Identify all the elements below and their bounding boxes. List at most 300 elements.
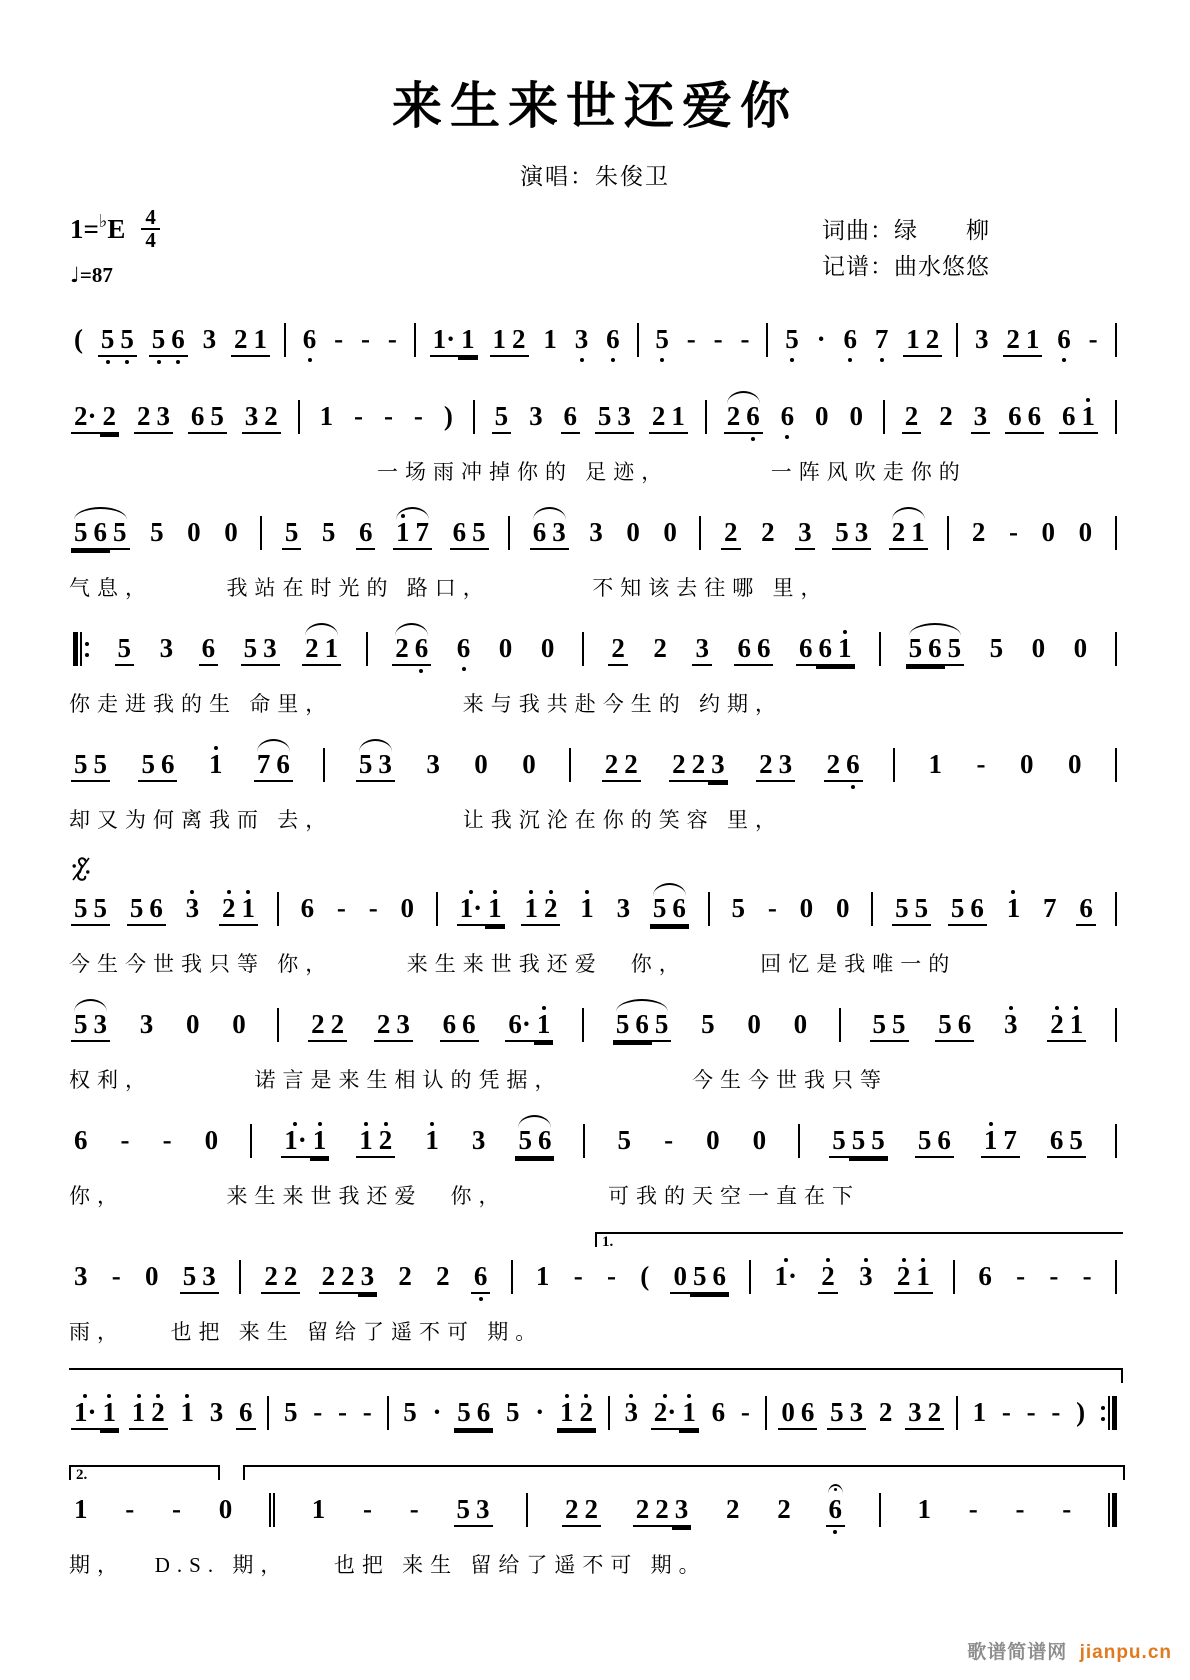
lyrics-line: 气息， 我站在时光的 路口， 不知该去往哪 里， — [69, 576, 829, 600]
note-group: 5 6 — [935, 1000, 974, 1055]
note-group: 2 2 — [562, 1485, 601, 1540]
octave-dot-low — [611, 358, 615, 362]
notation-symbol: - — [361, 324, 370, 354]
notation-symbol: · — [535, 1397, 545, 1427]
note-group: 1 — [917, 1494, 931, 1524]
note-group: 6 6 — [1005, 392, 1044, 447]
key-prefix: 1= — [70, 213, 99, 244]
note-group: 2 1 — [649, 392, 688, 447]
barline — [955, 323, 959, 357]
barline — [878, 1493, 882, 1527]
volta-bracket — [69, 1368, 1123, 1383]
barline — [1114, 632, 1118, 666]
music-line-7 — [69, 1000, 1121, 1094]
notation-symbol: - — [1016, 1261, 1026, 1291]
note-group: 5 — [403, 1397, 417, 1427]
note-group: 0 — [752, 1125, 767, 1155]
octave-dot-low — [419, 669, 423, 673]
note-group: 0 — [522, 749, 536, 779]
octave-dot-low — [125, 360, 129, 364]
notation-symbol: - — [1026, 1397, 1036, 1427]
note-group: 1 — [577, 884, 597, 937]
credits — [822, 213, 990, 285]
note-group: 6 — [199, 624, 219, 679]
note-group: 3 — [616, 893, 631, 923]
notation-symbol: - — [1082, 1261, 1092, 1291]
note-group: 5 6 5 — [906, 624, 965, 679]
notation-symbol: ) — [443, 401, 453, 431]
notation-symbol: - — [1049, 1261, 1059, 1291]
note-group: 0 — [232, 1009, 246, 1039]
note-group: 0 5 6 — [670, 1252, 729, 1307]
note-group: 5 — [652, 315, 672, 368]
octave-dot-low — [751, 437, 755, 441]
barline — [72, 632, 91, 666]
barline — [797, 1124, 801, 1158]
barline — [581, 632, 585, 666]
note-group: 0 — [400, 893, 414, 923]
barline — [892, 748, 896, 782]
notation-symbol: - — [383, 401, 393, 431]
note-group: 0 — [663, 517, 677, 547]
barline — [952, 1260, 956, 1294]
note-group: 3 — [202, 324, 217, 354]
lyrics-line: 你， 来生来世我还爱 你， 可我的天空一直在下 — [69, 1184, 860, 1208]
note-group: 2 6 — [824, 740, 863, 795]
note-group: 3 — [471, 1125, 486, 1155]
notation-symbol: - — [968, 1494, 978, 1524]
notation-row — [69, 1388, 1121, 1443]
note-group: 5 — [321, 517, 336, 547]
notation-row — [69, 1252, 1121, 1307]
barline — [238, 1260, 242, 1294]
note-group: 5 3 — [832, 508, 871, 563]
notation-symbol: - — [686, 324, 696, 354]
note-group: 5 — [701, 1009, 715, 1039]
note-group: 1 2 — [129, 1388, 168, 1443]
volta-label: 2. — [76, 1467, 88, 1483]
note-group: 2 1 — [219, 884, 258, 939]
note-group: 0 — [799, 893, 814, 923]
note-group: 3 — [692, 624, 712, 679]
note-group: 2 6 — [392, 624, 431, 679]
barline — [946, 516, 950, 550]
note-group: 5 — [150, 517, 164, 547]
note-group: 2 — [818, 1252, 838, 1307]
octave-dot-low — [106, 360, 110, 364]
notation-symbol: - — [1015, 1494, 1025, 1524]
note-group: 2 1 — [302, 624, 341, 679]
note-group: 6 5 — [1047, 1116, 1086, 1171]
notation-symbol: · — [432, 1397, 442, 1427]
note-group: 6 — [778, 392, 798, 445]
notation-symbol: - — [125, 1494, 135, 1524]
note-group: 5 6 — [650, 884, 689, 939]
octave-dot-low — [851, 785, 855, 789]
notation-symbol: - — [387, 324, 397, 354]
note-group: 2 1 — [231, 315, 270, 370]
note-group: 0 — [849, 401, 863, 431]
lyrics-line: 雨， 也把 来生 留给了遥不可 期。 — [69, 1320, 544, 1344]
notation-symbol: - — [1051, 1397, 1061, 1427]
notation-symbol: - — [1062, 1494, 1072, 1524]
note-group: 7 — [1043, 893, 1057, 923]
note-group: 0 — [1031, 633, 1046, 663]
note-group: 5 6 — [138, 740, 177, 795]
note-group: 3 — [1001, 1000, 1021, 1053]
note-group: 5 6 5 — [71, 508, 130, 563]
note-group: 2 2 — [602, 740, 641, 795]
note-group: 5 5 — [71, 884, 110, 939]
barline — [764, 1396, 768, 1430]
music-line-6 — [69, 856, 1121, 978]
note-group: 6 — [300, 893, 315, 923]
note-group: 1 7 — [981, 1116, 1020, 1171]
note-group: 3 — [971, 392, 991, 447]
note-group: 2 — [939, 401, 953, 431]
notation-symbol: · — [816, 324, 826, 354]
notation-symbol: - — [120, 1125, 130, 1155]
notation-row — [69, 315, 1121, 370]
note-group: 0 — [626, 517, 640, 547]
note-group: 2 1 — [889, 508, 928, 563]
note-group: 6 3 — [530, 508, 569, 563]
barline — [1114, 400, 1118, 434]
note-group: 1 7 — [393, 508, 432, 563]
note-group: 0 — [540, 633, 555, 663]
octave-dot-low — [580, 358, 584, 362]
note-group: 0 — [1067, 749, 1082, 779]
barline — [510, 1260, 514, 1294]
note-group: 6 — [561, 392, 581, 447]
note-group: 5 — [731, 893, 746, 923]
note-group: 0 — [1073, 633, 1088, 663]
notation-symbol: - — [976, 749, 986, 779]
barline — [276, 892, 280, 926]
note-group: 1 — [543, 324, 557, 354]
notation-symbol: - — [338, 1397, 348, 1427]
note-group: 0 — [835, 893, 850, 923]
volta-bracket — [243, 1465, 1125, 1480]
barline — [322, 748, 326, 782]
note-group: 2· 1 — [651, 1388, 699, 1443]
notation-symbol: ( — [74, 324, 83, 354]
note-group: 3 — [139, 1009, 154, 1039]
note-group: 3 2 — [905, 1388, 944, 1443]
barline — [1099, 1396, 1118, 1430]
note-group: 2 2 3 — [669, 740, 728, 795]
notation-row — [69, 1116, 1121, 1171]
note-group: 2 2 — [308, 1000, 347, 1055]
note-group: 6 — [978, 1261, 992, 1291]
note-group: 2 — [608, 624, 628, 679]
notation-symbol: - — [740, 1397, 750, 1427]
music-line-4 — [69, 624, 1121, 718]
notation-symbol: - — [767, 893, 777, 923]
note-group: 1 — [311, 1494, 326, 1524]
note-group: 0 — [204, 1125, 219, 1155]
octave-dot-low — [462, 667, 466, 671]
barline — [748, 1260, 752, 1294]
note-group: 1· 1 — [430, 315, 478, 370]
notation-row — [69, 884, 1121, 939]
note-group: 6 — [841, 315, 861, 368]
barline — [698, 516, 702, 550]
note-group: 2 — [436, 1261, 450, 1291]
notation-symbol: - — [664, 1125, 674, 1155]
note-group: 6 — [74, 1125, 88, 1155]
octave-dot-low — [157, 360, 161, 364]
barline — [568, 748, 572, 782]
note-group: 3 — [183, 884, 203, 937]
barline — [472, 400, 476, 434]
barline — [1114, 1260, 1118, 1294]
note-group: 0 — [187, 517, 201, 547]
barline — [386, 1396, 390, 1430]
note-group: 1 — [319, 401, 334, 431]
barline — [1107, 1493, 1118, 1527]
note-group: 3 2 — [242, 392, 281, 447]
note-group: 5 5 — [98, 315, 137, 370]
note-group: 2 — [726, 1494, 740, 1524]
note-group: 0 — [1019, 749, 1034, 779]
note-group: 5 6 5 — [613, 1000, 672, 1055]
note-group: 1 — [422, 1116, 442, 1169]
note-group: 1 2 — [903, 315, 942, 370]
note-group: 1 — [206, 740, 226, 793]
barline — [1114, 323, 1118, 357]
note-group: 2 6 — [724, 392, 763, 447]
note-group: 0 — [815, 401, 829, 431]
notation-symbol: ) — [1076, 1397, 1086, 1427]
note-group: 0 — [218, 1494, 233, 1524]
note-group: 5 5 — [870, 1000, 909, 1055]
tempo-value: =87 — [79, 263, 113, 287]
barline — [507, 516, 511, 550]
note-group: 3 — [572, 315, 592, 368]
note-group: 1 — [178, 1388, 198, 1441]
note-group: 6 6 — [734, 624, 773, 679]
note-group: 6 — [356, 508, 376, 563]
note-group: 3 — [426, 749, 440, 779]
notation-symbol: - — [334, 324, 344, 354]
note-group: 6 — [454, 624, 474, 677]
note-group: 7 — [872, 315, 892, 368]
note-group: 0 — [185, 1009, 200, 1039]
barline — [413, 323, 417, 357]
notation-symbol: - — [172, 1494, 181, 1524]
note-group: 1 2 — [490, 315, 529, 370]
lyrics-line: 权利， 诺言是来生相认的凭据， 今生今世我只等 — [69, 1068, 888, 1092]
note-group: 1 — [928, 749, 943, 779]
note-group: 2· 2 — [71, 392, 119, 447]
note-group: 3 — [795, 508, 815, 563]
note-group: 6 5 — [450, 508, 489, 563]
note-group: 5 6 — [149, 315, 188, 370]
note-group: 1· 1 — [457, 884, 505, 939]
note-group: 2 2 3 — [633, 1485, 692, 1540]
note-group: 3 — [975, 324, 989, 354]
note-group: 0 — [793, 1009, 808, 1039]
note-group: 5 — [782, 315, 802, 368]
repeat-dots-icon — [85, 642, 89, 657]
note-group: 3 — [622, 1388, 642, 1441]
barline — [365, 632, 369, 666]
note-group: 5 3 — [180, 1252, 219, 1307]
octave-dot-low — [833, 1530, 837, 1534]
volta-bracket — [69, 1465, 220, 1483]
music-line-1 — [69, 315, 1121, 370]
music-line-3 — [69, 508, 1121, 602]
volta-label: 1. — [602, 1234, 614, 1250]
score-meta — [70, 207, 1120, 293]
note-group: 5 — [506, 1397, 520, 1427]
note-group: 6 1 — [1059, 392, 1098, 447]
note-group: 6 — [603, 315, 623, 368]
note-group: 0 — [224, 517, 238, 547]
barline — [1114, 1008, 1118, 1042]
lyrics-line: 却又为何离我而 去， 让我沉沦在你的笑容 里， — [69, 808, 783, 832]
note-group: 5 6 — [915, 1116, 954, 1171]
note-group: 5 — [115, 624, 135, 679]
note-group: 5 3 — [356, 740, 395, 795]
octave-dot-low — [880, 358, 884, 362]
repeat-dots-icon — [1101, 1406, 1105, 1421]
note-group: 6 — [471, 1252, 491, 1307]
note-group: 5 5 — [71, 740, 110, 795]
music-line-5 — [69, 740, 1121, 834]
note-group: 2 3 — [134, 392, 173, 447]
segno-icon — [71, 856, 91, 882]
note-group: 6 — [826, 1485, 846, 1540]
site-domain: jianpu.cn — [1079, 1642, 1172, 1663]
note-group: 2 — [653, 633, 667, 663]
note-group: 3 — [589, 517, 603, 547]
note-group: 1 2 — [557, 1388, 596, 1443]
lyrics-line: 你走进我的生 命里， 来与我共赴今生的 约期， — [69, 692, 783, 716]
barline — [1114, 1124, 1118, 1158]
note-group: 5 3 — [241, 624, 280, 679]
barline — [249, 1124, 253, 1158]
barline — [435, 892, 439, 926]
note-group: 2 — [761, 517, 775, 547]
note-group: 5 — [284, 1397, 298, 1427]
note-group: 1 — [1004, 884, 1024, 937]
time-upper: 4 — [141, 207, 160, 230]
note-group: 5 6 — [454, 1388, 493, 1443]
note-group: 2 3 — [374, 1000, 413, 1055]
note-group: 1· 1 — [71, 1388, 119, 1443]
barline — [955, 1396, 959, 1430]
note-group: 1 2 — [356, 1116, 395, 1171]
note-group: 3 — [159, 633, 174, 663]
notation-symbol: - — [1001, 1397, 1011, 1427]
lyrics-line: 期， D.S. 期， 也把 来生 留给了遥不可 期。 — [69, 1553, 707, 1577]
music-line-9 — [69, 1232, 1121, 1346]
note-group: 5 — [989, 633, 1004, 663]
watermark — [967, 1637, 1172, 1664]
notation-symbol: - — [162, 1125, 172, 1155]
note-group: 1 — [74, 1494, 88, 1524]
fermata-icon — [828, 1484, 843, 1494]
barline — [607, 1396, 611, 1430]
note-group: 6 — [236, 1388, 256, 1443]
flat-icon: ♭ — [98, 210, 108, 232]
notation-row — [69, 392, 1121, 447]
music-line-8 — [69, 1116, 1121, 1210]
notation-symbol: - — [409, 1494, 419, 1524]
score — [69, 315, 1121, 1579]
barline — [581, 1008, 585, 1042]
notation-symbol: - — [1008, 517, 1018, 547]
note-group: 6 — [300, 315, 320, 368]
note-group: 3 — [856, 1252, 876, 1305]
note-group: 1 — [972, 1397, 987, 1427]
note-group: 6 — [1054, 315, 1074, 368]
note-group: 5 3 — [454, 1485, 493, 1540]
barline — [704, 400, 708, 434]
credit-transcriber: 记谱：曲水悠悠 — [822, 254, 990, 279]
notation-symbol: - — [111, 1261, 121, 1291]
barline — [765, 323, 769, 357]
note-group: 6 — [711, 1397, 726, 1427]
site-name: 歌谱简谱网 — [967, 1642, 1068, 1663]
notation-symbol: - — [354, 401, 364, 431]
barline — [707, 892, 711, 926]
note-group: 1 — [535, 1261, 550, 1291]
octave-dot-low — [479, 1297, 483, 1301]
note-group: 0 — [706, 1125, 720, 1155]
note-group: 5 6 — [948, 884, 987, 939]
notation-symbol: - — [713, 324, 723, 354]
octave-dot-low — [785, 435, 789, 439]
note-group: 1· 1 — [281, 1116, 329, 1171]
note-group: 3 — [529, 401, 543, 431]
note-group: 5 — [282, 508, 302, 563]
note-group: 3 — [209, 1397, 224, 1427]
octave-dot-low — [308, 358, 312, 362]
barline — [1114, 892, 1118, 926]
note-group: 7 6 — [254, 740, 293, 795]
note-group: 2 2 3 — [319, 1252, 378, 1307]
notation-symbol: - — [1088, 324, 1098, 354]
note-group: 1 2 — [521, 884, 560, 939]
notation-row — [69, 624, 1121, 679]
barline — [297, 400, 301, 434]
barline — [283, 323, 287, 357]
notation-symbol: ( — [640, 1261, 650, 1291]
note-group: 5 3 — [827, 1388, 866, 1443]
note-group: 0 — [1041, 517, 1055, 547]
music-line-11 — [69, 1465, 1121, 1579]
lyrics-line: 一场雨冲掉你的 足迹， 一阵风吹走你的 — [69, 460, 967, 484]
barline — [582, 1124, 586, 1158]
barline — [636, 323, 640, 357]
barline — [1114, 748, 1118, 782]
time-signature — [141, 207, 160, 251]
notation-symbol: - — [363, 1494, 372, 1524]
note-group: 2 — [398, 1261, 412, 1291]
note-group: 2 — [878, 1397, 893, 1427]
octave-dot-low — [790, 358, 794, 362]
note-group: 5 6 — [127, 884, 166, 939]
note-group: 0 — [747, 1009, 761, 1039]
barline — [268, 1493, 276, 1527]
note-group: 0 — [498, 633, 513, 663]
notation-symbol: - — [740, 324, 750, 354]
note-group: 5 — [492, 392, 512, 447]
notation-symbol: - — [368, 893, 378, 923]
